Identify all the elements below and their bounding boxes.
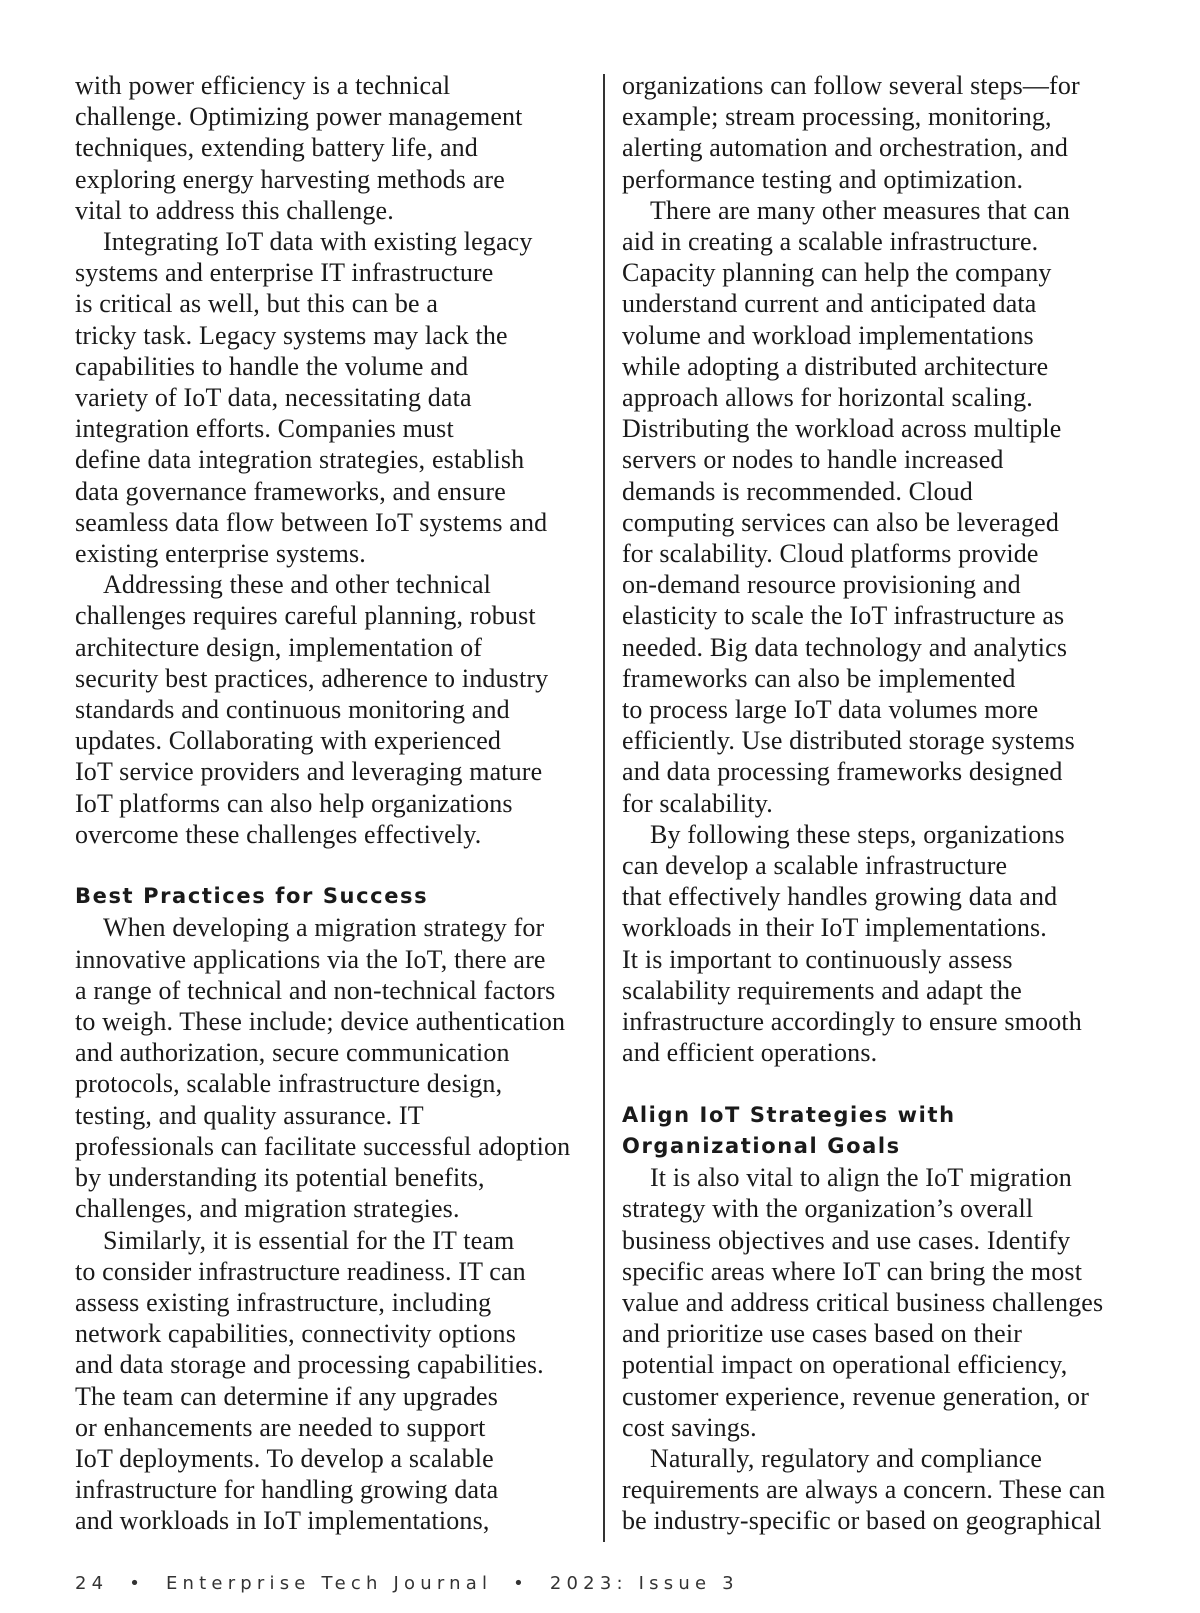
text-line: value and address critical business challenges [622,1287,1104,1317]
text-line: variety of IoT data, necessitating data [75,383,472,413]
text-line: vital to address this challenge. [75,195,394,225]
text-line: architecture design, implementation of [75,632,483,662]
text-line: Naturally, regulatory and compliance [650,1443,1043,1473]
text-line: for scalability. [622,788,773,818]
text-line: techniques, extending battery life, and [75,133,478,163]
text-line: By following these steps, organizations [650,819,1065,849]
text-line: a range of technical and non-technical factors [75,975,556,1005]
text-line: potential impact on operational efficiency, [622,1350,1068,1380]
text-line: assess existing infrastructure, including [75,1287,492,1317]
text-line: volume and workload implementations [622,320,1034,350]
text-line: and authorization, secure communication [75,1038,510,1068]
text-line: and data processing frameworks designed [622,757,1063,787]
text-line: or enhancements are needed to support [75,1412,486,1442]
section-heading: Organizational Goals [622,1133,901,1158]
text-line: overcome these challenges effectively. [75,819,482,849]
publication-name: Enterprise Tech Journal [165,1573,493,1594]
text-line: protocols, scalable infrastructure design, [75,1069,503,1099]
text-line: When developing a migration strategy for [103,913,545,943]
text-line: workloads in their IoT implementations. [622,913,1047,943]
text-line: systems and enterprise IT infrastructure [75,258,494,288]
text-line: and workloads in IoT implementations, [75,1506,490,1536]
text-line: efficiently. Use distributed storage systems [622,726,1075,756]
text-line: infrastructure accordingly to ensure smooth [622,1007,1082,1037]
text-line: The team can determine if any upgrades [75,1381,498,1411]
text-line: to process large IoT data volumes more [622,695,1039,725]
text-line: IoT platforms can also help organizations [75,788,513,818]
section-heading: Best Practices for Success [75,884,429,909]
text-line: approach allows for horizontal scaling. [622,383,1033,413]
text-line: for scalability. Cloud platforms provide [622,539,1039,569]
text-line: customer experience, revenue generation, or [622,1381,1089,1411]
text-line: to consider infrastructure readiness. IT can [75,1256,526,1286]
left-text-column [75,70,595,1537]
text-line: It is also vital to align the IoT migration [650,1163,1072,1193]
page-footer [75,1573,739,1594]
text-line: elasticity to scale the IoT infrastructure as [622,601,1065,631]
text-line: to weigh. These include; device authentication [75,1007,566,1037]
text-line: network capabilities, connectivity options [75,1319,516,1349]
column-divider [603,74,605,1542]
text-line: is critical as well, but this can be a [75,289,439,319]
text-line: tricky task. Legacy systems may lack the [75,320,508,350]
page-number: 24 [75,1573,109,1594]
text-line: specific areas where IoT can bring the most [622,1256,1083,1286]
text-line: performance testing and optimization. [622,164,1024,194]
text-line: strategy with the organization’s overall [622,1194,1034,1224]
text-line: infrastructure for handling growing data [75,1475,499,1505]
text-line: seamless data flow between IoT systems and [75,507,548,537]
text-line: There are many other measures that can [650,195,1071,225]
text-line: demands is recommended. Cloud [622,476,973,506]
footer-separator: • [129,1573,146,1594]
text-line: requirements are always a concern. These can [622,1475,1106,1505]
text-line: exploring energy harvesting methods are [75,164,505,194]
text-line: and prioritize use cases based on their [622,1319,1023,1349]
text-line: challenges requires careful planning, robust [75,601,536,631]
text-line: Similarly, it is essential for the IT team [103,1225,515,1255]
issue-label: 2023: Issue 3 [549,1573,739,1594]
text-line: frameworks can also be implemented [622,663,1016,693]
text-line: while adopting a distributed architecture [622,351,1049,381]
text-line: alerting automation and orchestration, and [622,133,1068,163]
text-line: business objectives and use cases. Identify [622,1225,1071,1255]
text-line: existing enterprise systems. [75,539,366,569]
text-line: servers or nodes to handle increased [622,445,1004,475]
text-line: capabilities to handle the volume and [75,351,469,381]
text-line: innovative applications via the IoT, there are [75,944,546,974]
text-line: Integrating IoT data with existing legacy [103,227,533,257]
text-line: IoT deployments. To develop a scalable [75,1443,494,1473]
text-line: data governance frameworks, and ensure [75,476,506,506]
text-line: can develop a scalable infrastructure [622,851,1008,881]
right-text-column [622,70,1142,1537]
text-line: example; stream processing, monitoring, [622,102,1052,132]
text-line: understand current and anticipated data [622,289,1037,319]
text-line: and data storage and processing capabilities. [75,1350,544,1380]
text-line: and efficient operations. [622,1038,878,1068]
text-line: updates. Collaborating with experienced [75,726,502,756]
text-line: computing services can also be leveraged [622,507,1059,537]
text-line: that effectively handles growing data and [622,882,1058,912]
text-line: testing, and quality assurance. IT [75,1100,424,1130]
text-line: Addressing these and other technical [103,570,492,600]
text-line: security best practices, adherence to industry [75,663,549,693]
paragraph-spacer [75,850,595,881]
text-line: challenges, and migration strategies. [75,1194,460,1224]
text-line: aid in creating a scalable infrastructure. [622,227,1039,257]
text-line: challenge. Optimizing power management [75,102,523,132]
text-line: by understanding its potential benefits, [75,1163,485,1193]
text-line: define data integration strategies, establish [75,445,525,475]
text-line: scalability requirements and adapt the [622,975,1022,1005]
text-line: with power efficiency is a technical [75,71,451,100]
paragraph-spacer [622,1069,1142,1100]
text-line: organizations can follow several steps—for [622,71,1080,100]
text-line: It is important to continuously assess [622,944,1013,974]
text-line: professionals can facilitate successful adoption [75,1131,571,1161]
text-line: be industry-specific or based on geographical [622,1506,1102,1536]
text-line: IoT service providers and leveraging mature [75,757,543,787]
text-line: cost savings. [622,1412,757,1442]
text-line: Capacity planning can help the company [622,258,1052,288]
text-line: Distributing the workload across multiple [622,414,1062,444]
text-line: on-demand resource provisioning and [622,570,1021,600]
footer-separator: • [513,1573,529,1594]
text-line: needed. Big data technology and analytics [622,632,1068,662]
text-line: integration efforts. Companies must [75,414,454,444]
text-line: standards and continuous monitoring and [75,695,510,725]
section-heading: Align IoT Strategies with [622,1102,956,1127]
